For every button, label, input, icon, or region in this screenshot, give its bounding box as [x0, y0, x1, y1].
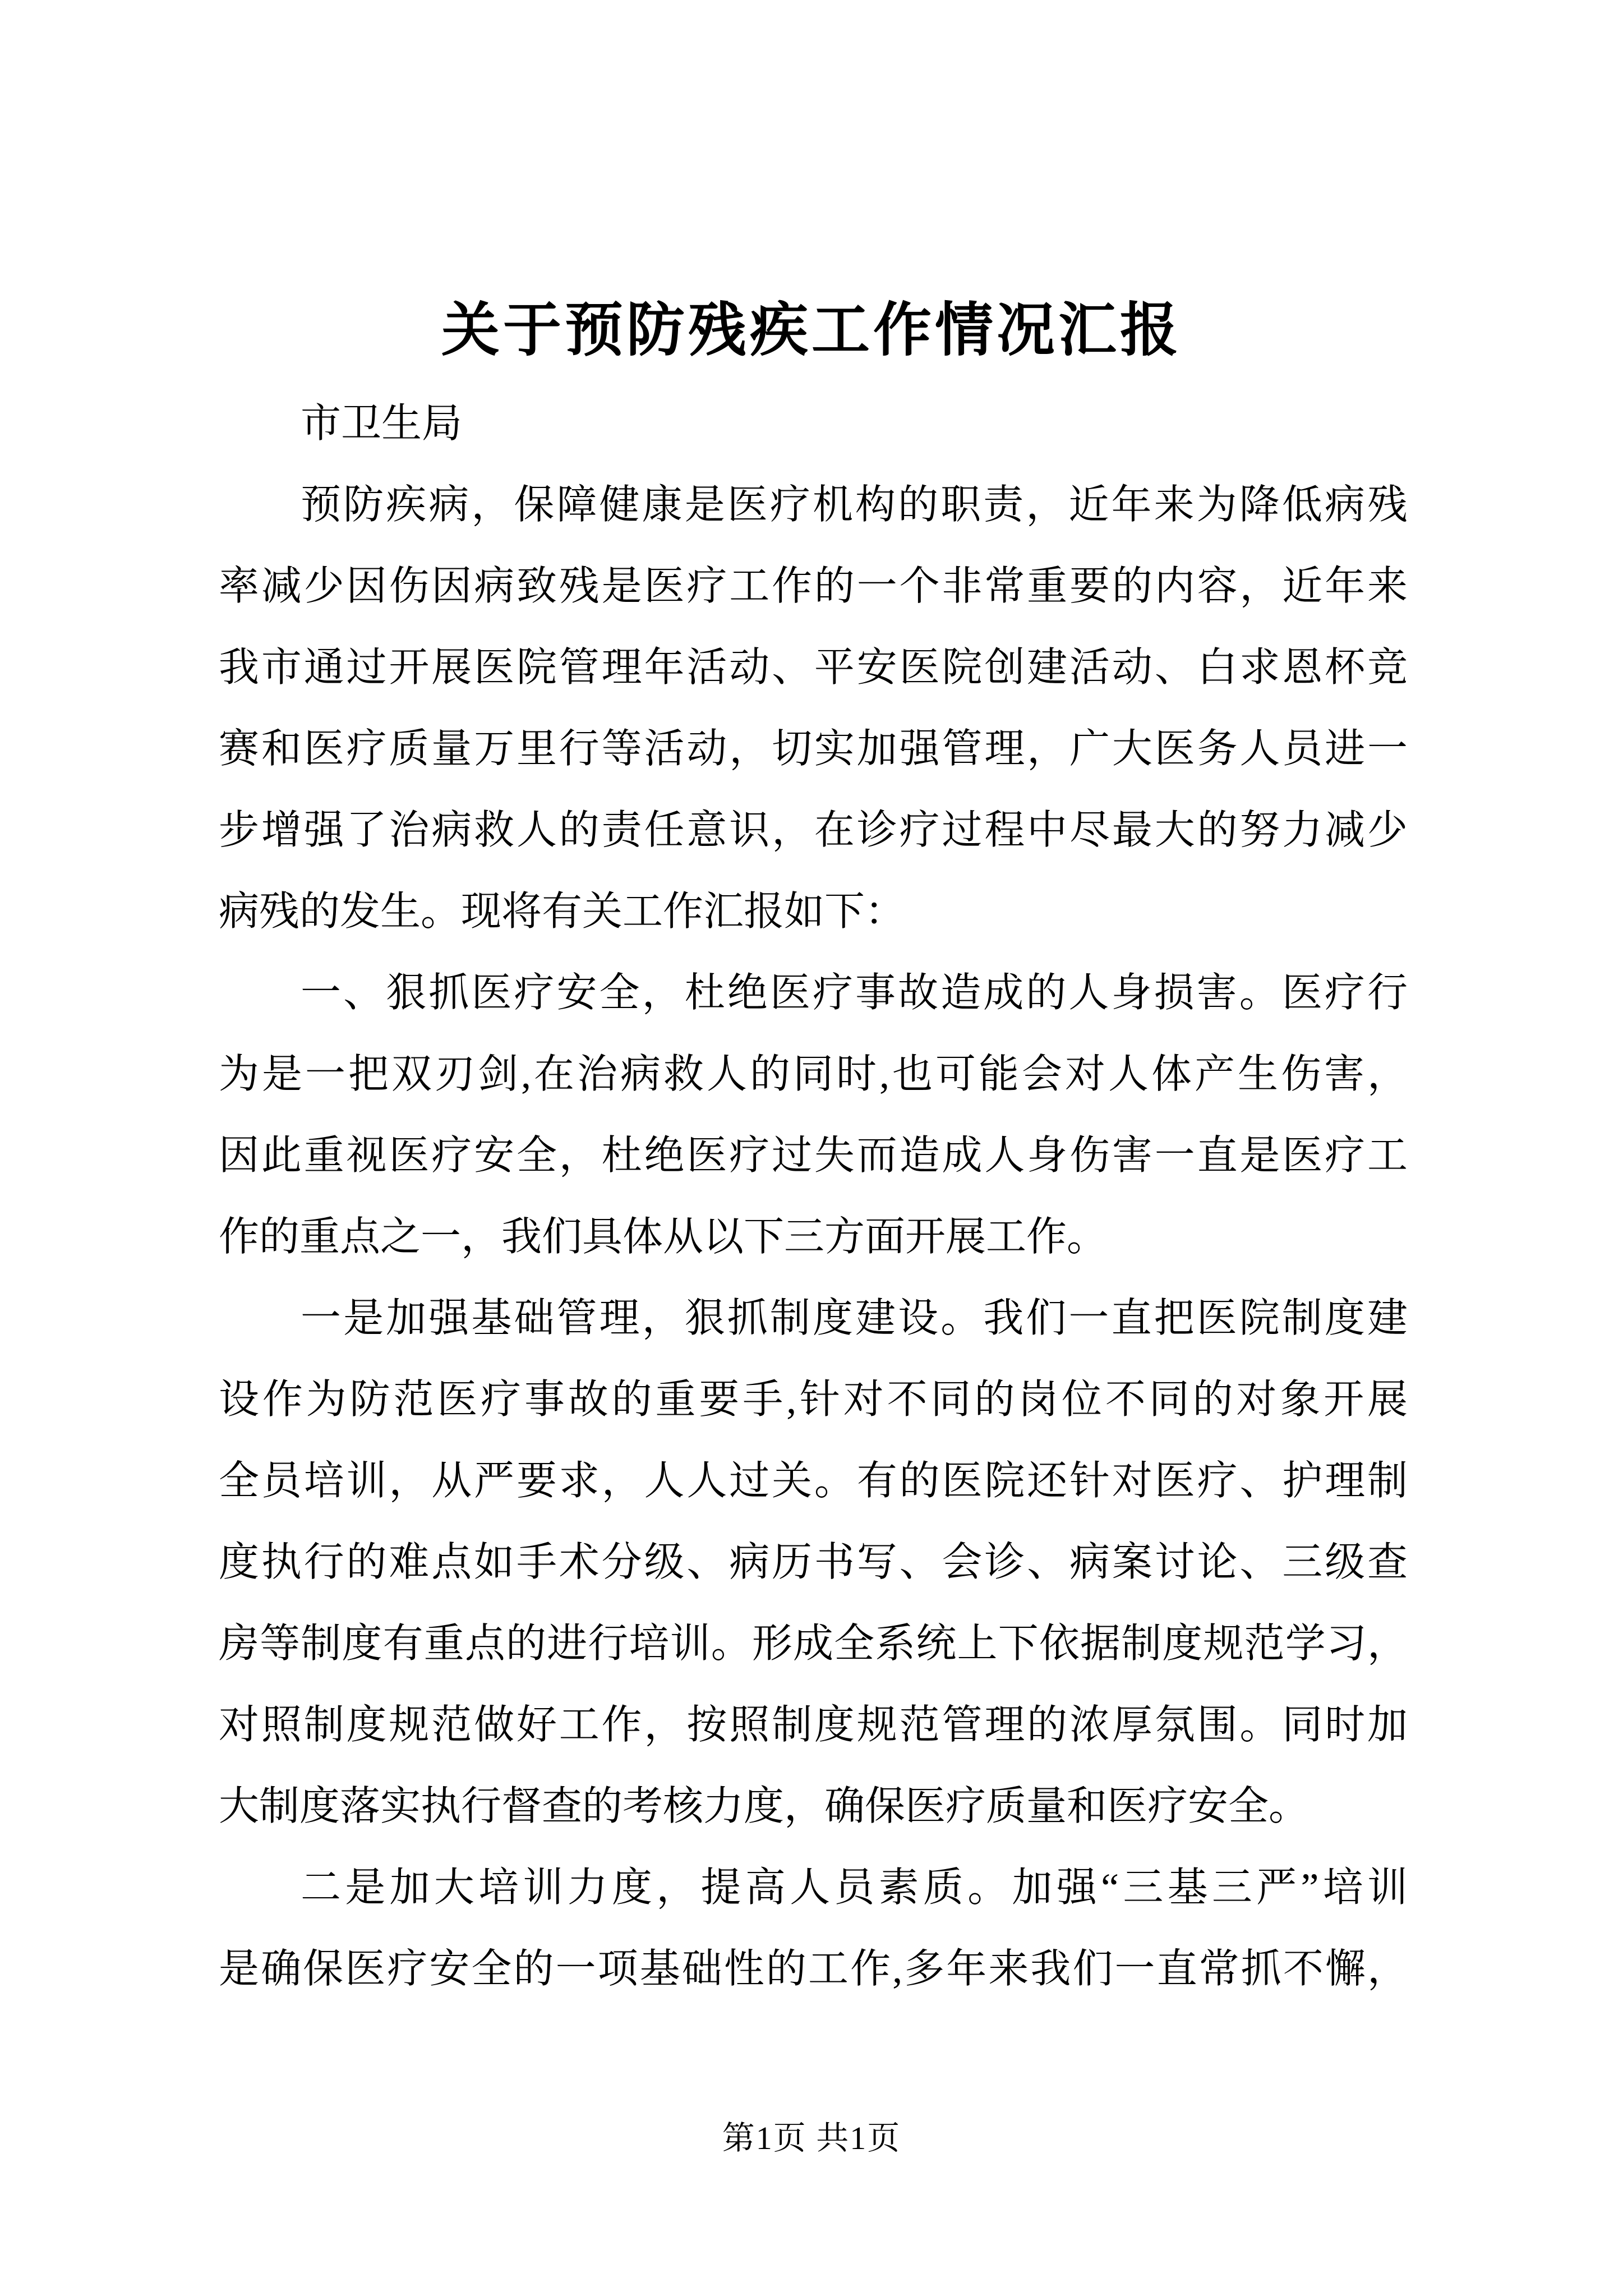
text-line: 设作为防范医疗事故的重要手,针对不同的岗位不同的对象开展 [219, 1377, 1408, 1422]
text-line: 为是一把双刃剑,在治病救人的同时,也可能会对人体产生伤害， [219, 1052, 1408, 1097]
text-line: 度执行的难点如手术分级、病历书写、会诊、病案讨论、三级查 [219, 1540, 1408, 1585]
text-line: 作的重点之一，我们具体从以下三方面开展工作。 [219, 1214, 1108, 1259]
text-line: 我市通过开展医院管理年活动、平安医院创建活动、白求恩杯竞 [219, 645, 1408, 690]
paragraph [219, 1847, 1408, 2010]
text-line: 一是加强基础管理，狠抓制度建设。我们一直把医院制度建 [301, 1296, 1408, 1341]
paragraph [219, 953, 1408, 1278]
text-line: 二是加大培训力度，提高人员素质。加强“三基三严”培训 [301, 1865, 1408, 1910]
page-footer [0, 2116, 1623, 2161]
text-line: 对照制度规范做好工作，按照制度规范管理的浓厚氛围。同时加 [219, 1703, 1408, 1747]
text-line: 病残的发生。现将有关工作汇报如下： [219, 889, 906, 934]
text-line: 率减少因伤因病致残是医疗工作的一个非常重要的内容，近年来 [219, 564, 1408, 609]
paragraph [219, 464, 1408, 953]
text-line: 预防疾病，保障健康是医疗机构的职责，近年来为降低病残 [301, 482, 1408, 527]
text-line: 因此重视医疗安全，杜绝医疗过失而造成人身伤害一直是医疗工 [219, 1133, 1408, 1178]
paragraph [219, 383, 1408, 464]
text-line: 全员培训，从严要求，人人过关。有的医院还针对医疗、护理制 [219, 1458, 1408, 1503]
text-line: 大制度落实执行督查的考核力度，确保医疗质量和医疗安全。 [219, 1784, 1310, 1829]
document-body [219, 383, 1408, 2010]
text-line: 一、狠抓医疗安全，杜绝医疗事故造成的人身损害。医疗行 [301, 970, 1408, 1015]
text-line: 市卫生局 [301, 401, 463, 446]
paragraph [219, 1278, 1408, 1847]
page-number-label: 第1页 共1页 [722, 2120, 901, 2156]
document-title: 关于预防残疾工作情况汇报 [441, 298, 1182, 363]
text-line: 房等制度有重点的进行培训。形成全系统上下依据制度规范学习， [219, 1621, 1408, 1666]
text-line: 步增强了治病救人的责任意识，在诊疗过程中尽最大的努力减少 [219, 808, 1408, 853]
text-line: 是确保医疗安全的一项基础性的工作,多年来我们一直常抓不懈， [219, 1947, 1408, 1991]
text-line: 赛和医疗质量万里行等活动，切实加强管理，广大医务人员进一 [219, 726, 1408, 771]
